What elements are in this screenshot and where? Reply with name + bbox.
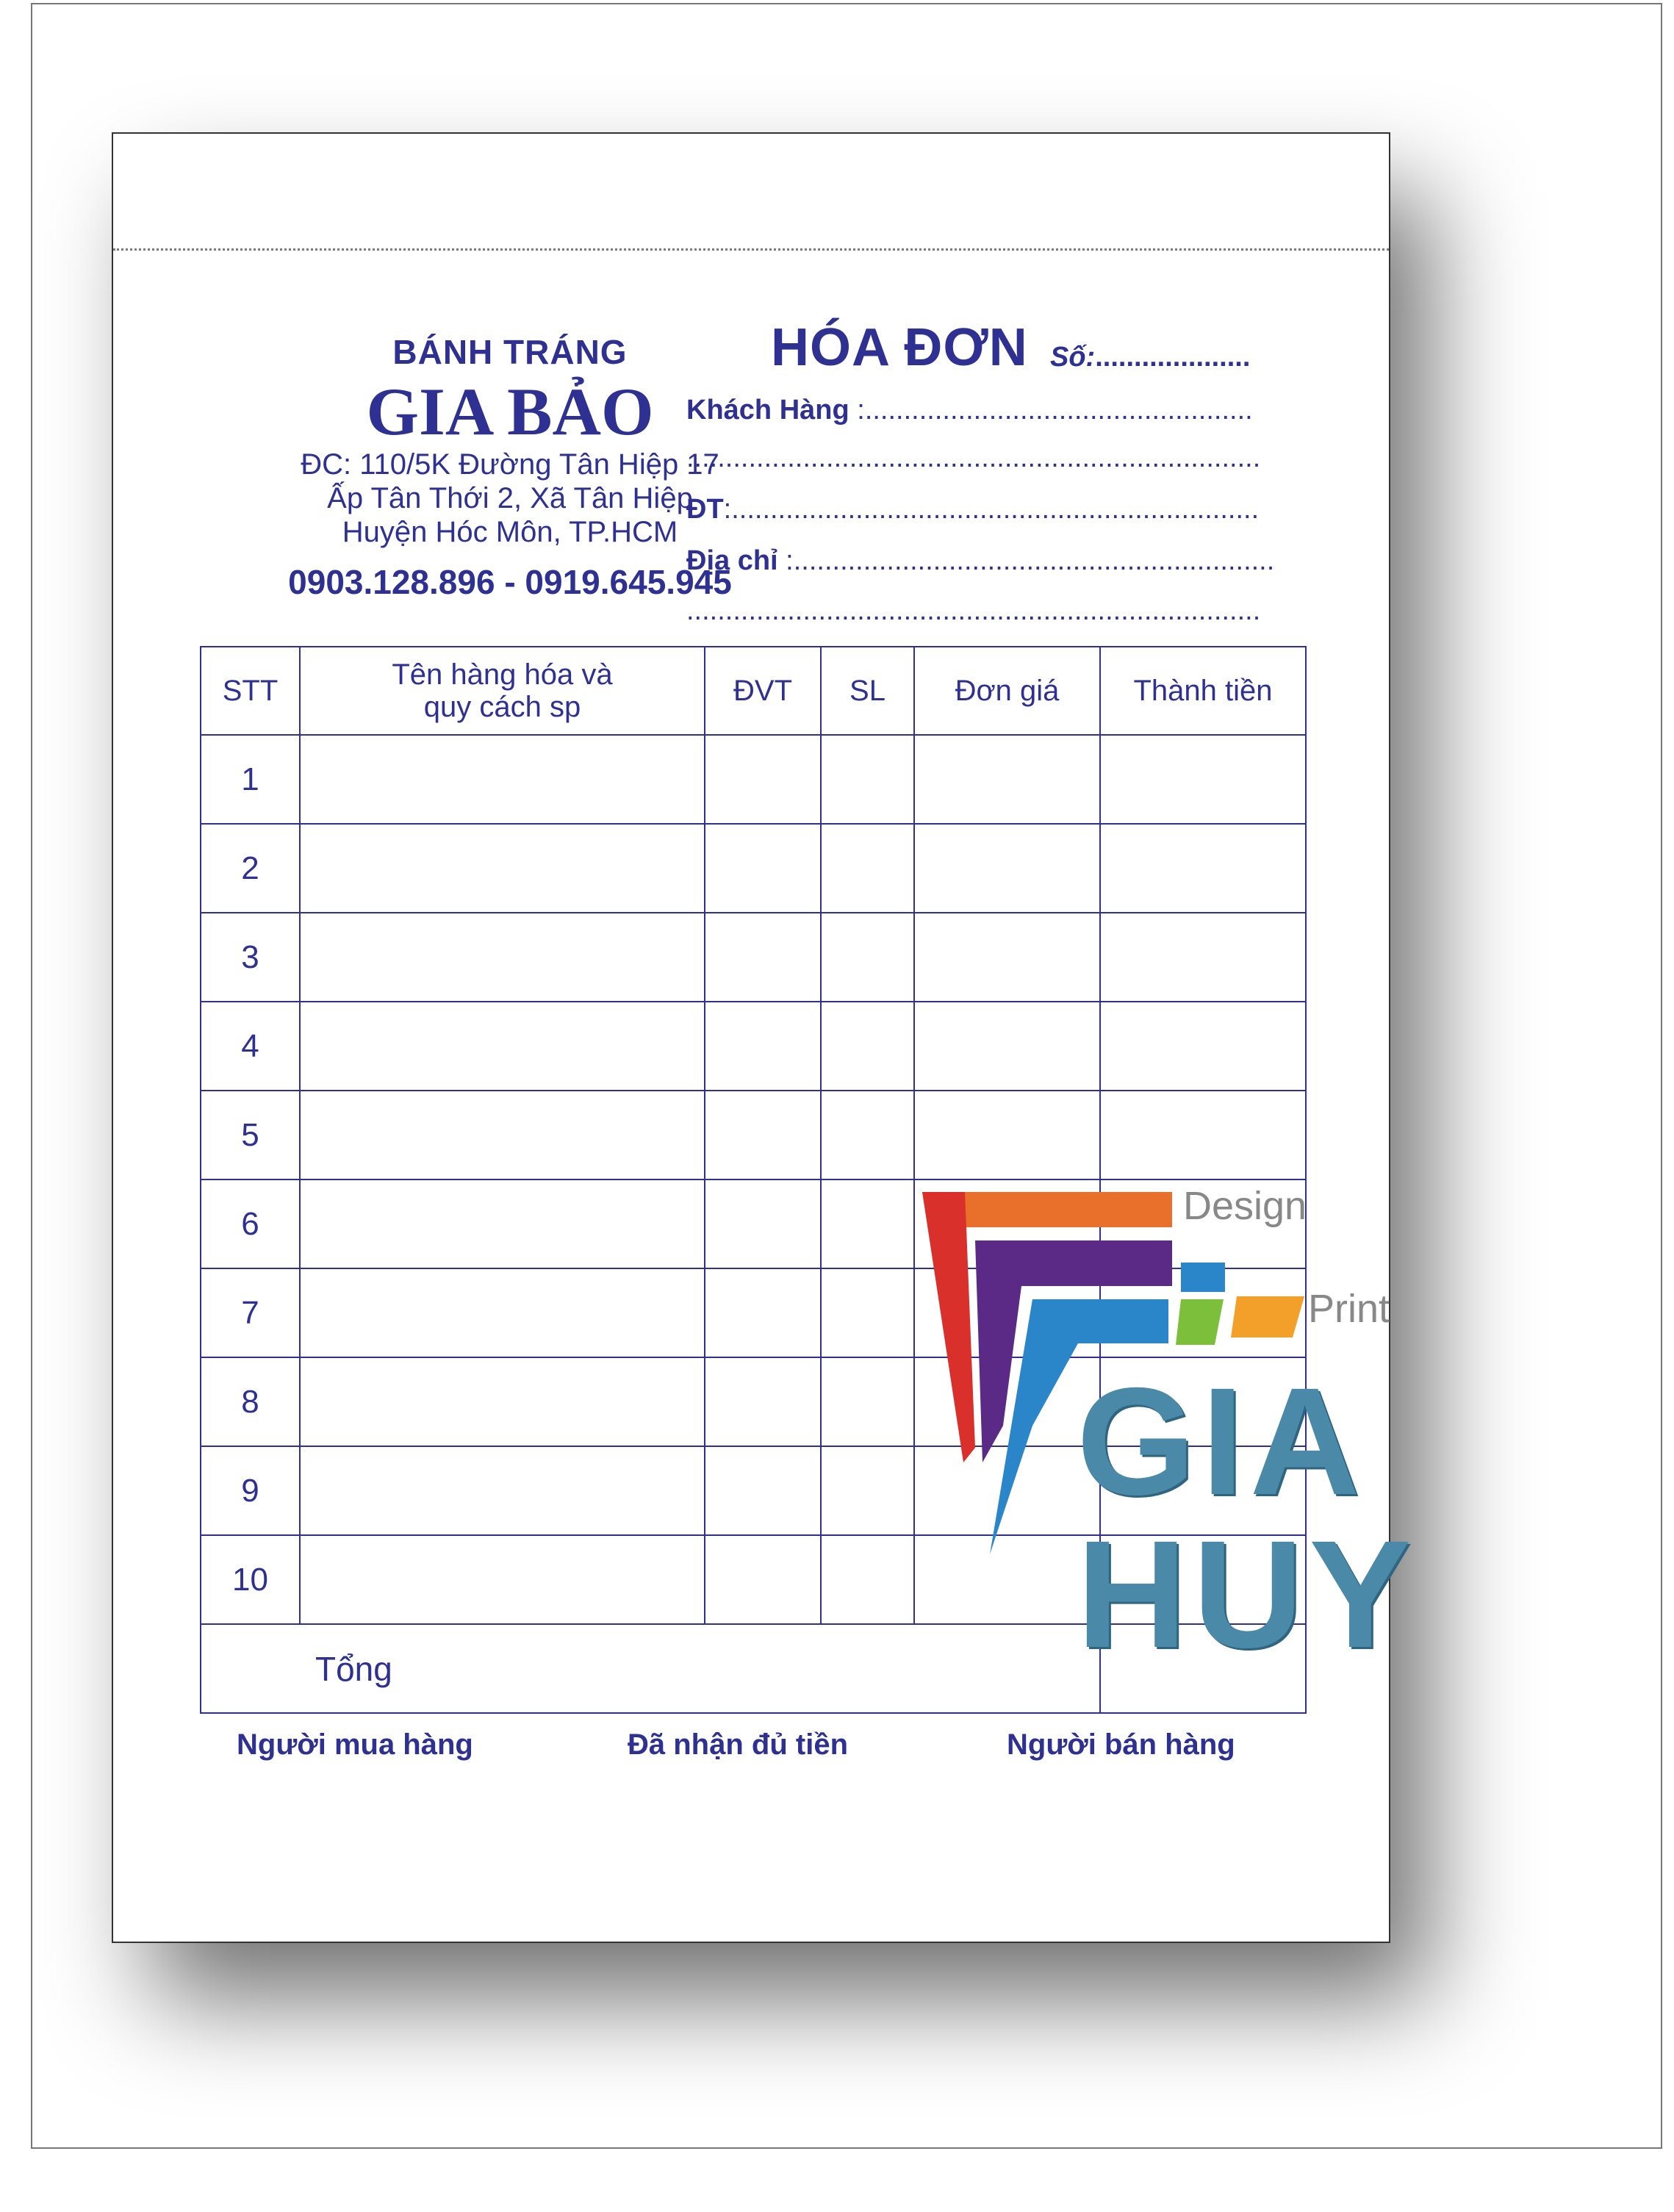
item-name-cell[interactable] — [300, 1268, 705, 1357]
table-row — [201, 1091, 1306, 1179]
column-header-item-line: Tên hàng hóa và — [392, 658, 613, 691]
unit-cell[interactable] — [705, 1268, 821, 1357]
item-name-cell[interactable] — [300, 913, 705, 1002]
invoice-number-field[interactable]: .................... — [1095, 342, 1251, 373]
item-name-cell[interactable] — [300, 1091, 705, 1179]
unit-cell[interactable] — [705, 1002, 821, 1091]
logo-stripe-red — [922, 1192, 975, 1462]
received-label: Đã nhận đủ tiền — [628, 1728, 848, 1761]
price-cell[interactable] — [914, 1002, 1100, 1091]
price-cell[interactable] — [914, 913, 1100, 1002]
unit-cell[interactable] — [705, 1535, 821, 1624]
qty-cell[interactable] — [821, 1268, 914, 1357]
row-number: 6 — [201, 1179, 300, 1268]
unit-cell[interactable] — [705, 1091, 821, 1179]
logo-square-green — [1176, 1299, 1224, 1345]
customer-label: Khách Hàng — [686, 395, 849, 425]
item-name-cell[interactable] — [300, 735, 705, 824]
customer-dots[interactable]: :.................................................. — [849, 395, 1253, 425]
unit-cell[interactable] — [705, 1446, 821, 1535]
table-row — [201, 1002, 1306, 1091]
address-blank-line[interactable]: .......................................................................... — [686, 595, 1261, 626]
unit-cell[interactable] — [705, 735, 821, 824]
column-header-unit: ĐVT — [705, 647, 821, 735]
seller-signature-label: Người bán hàng — [1007, 1728, 1235, 1761]
signature-row — [200, 1728, 1305, 1773]
invoice-title: HÓA ĐƠN — [771, 318, 1028, 377]
item-name-cell[interactable] — [300, 1002, 705, 1091]
address-field[interactable] — [686, 545, 1304, 577]
amount-cell[interactable] — [1100, 824, 1306, 913]
unit-cell[interactable] — [705, 913, 821, 1002]
shop-phone: 0903.128.896 - 0919.645.945 — [288, 562, 732, 601]
amount-cell[interactable] — [1100, 735, 1306, 824]
unit-cell[interactable] — [705, 1357, 821, 1446]
table-row — [201, 824, 1306, 913]
row-number: 7 — [201, 1268, 300, 1357]
customer-blank-line[interactable]: .......................................................................... — [686, 442, 1261, 473]
row-number: 10 — [201, 1535, 300, 1624]
item-name-cell[interactable] — [300, 824, 705, 913]
table-row — [201, 913, 1306, 1002]
phone-dots[interactable]: :.................................................................... — [723, 494, 1260, 525]
gia-huy-watermark-logo — [922, 1183, 1584, 1680]
phone-label: ĐT — [686, 494, 724, 525]
row-number: 5 — [201, 1091, 300, 1179]
qty-cell[interactable] — [821, 913, 914, 1002]
column-header-item — [300, 647, 705, 735]
buyer-signature-label: Người mua hàng — [237, 1728, 473, 1761]
address-dots[interactable]: :.............................................................. — [777, 545, 1275, 576]
qty-cell[interactable] — [821, 1002, 914, 1091]
address-label: Địa chỉ — [686, 545, 778, 576]
qty-cell[interactable] — [821, 1091, 914, 1179]
item-name-cell[interactable] — [300, 1357, 705, 1446]
unit-cell[interactable] — [705, 824, 821, 913]
row-number: 1 — [201, 735, 300, 824]
qty-cell[interactable] — [821, 824, 914, 913]
column-header-qty: SL — [821, 647, 914, 735]
total-label: Tổng — [201, 1624, 1100, 1713]
customer-field[interactable] — [686, 395, 1304, 426]
column-header-price: Đơn giá — [914, 647, 1100, 735]
price-cell[interactable] — [914, 1091, 1100, 1179]
row-number: 2 — [201, 824, 300, 913]
logo-print-text: Print — [1308, 1287, 1390, 1331]
invoice-number — [1050, 342, 1250, 373]
qty-cell[interactable] — [821, 1535, 914, 1624]
logo-name-text: GIA HUY — [1077, 1357, 1418, 1680]
price-cell[interactable] — [914, 824, 1100, 913]
perforation-line — [113, 248, 1389, 251]
unit-cell[interactable] — [705, 1179, 821, 1268]
amount-cell[interactable] — [1100, 1002, 1306, 1091]
row-number: 3 — [201, 913, 300, 1002]
invoice-number-label: Số: — [1050, 342, 1096, 373]
shop-address-line: Ấp Tân Thới 2, Xã Tân Hiệp — [327, 481, 693, 514]
logo-square-orange — [1231, 1296, 1304, 1337]
shop-name: GIA BẢO — [366, 374, 654, 449]
qty-cell[interactable] — [821, 735, 914, 824]
price-cell[interactable] — [914, 735, 1100, 824]
logo-design-text: Design — [1183, 1184, 1307, 1228]
logo-square-blue — [1181, 1263, 1225, 1292]
table-header-row — [201, 647, 1306, 735]
column-header-amount: Thành tiền — [1100, 647, 1306, 735]
item-name-cell[interactable] — [300, 1446, 705, 1535]
column-header-stt: STT — [201, 647, 300, 735]
row-number: 8 — [201, 1357, 300, 1446]
shop-address-line: ĐC: 110/5K Đường Tân Hiệp 17 — [301, 448, 719, 481]
qty-cell[interactable] — [821, 1357, 914, 1446]
table-row — [201, 735, 1306, 824]
item-name-cell[interactable] — [300, 1179, 705, 1268]
logo-square-orange-icon — [1231, 1292, 1319, 1351]
qty-cell[interactable] — [821, 1179, 914, 1268]
column-header-item-line: quy cách sp — [423, 691, 581, 723]
row-number: 9 — [201, 1446, 300, 1535]
shop-address-line: Huyện Hóc Môn, TP.HCM — [342, 515, 678, 548]
shop-subtitle: BÁNH TRÁNG — [392, 333, 628, 371]
phone-field[interactable] — [686, 494, 1304, 525]
item-name-cell[interactable] — [300, 1535, 705, 1624]
amount-cell[interactable] — [1100, 913, 1306, 1002]
amount-cell[interactable] — [1100, 1091, 1306, 1179]
row-number: 4 — [201, 1002, 300, 1091]
qty-cell[interactable] — [821, 1446, 914, 1535]
